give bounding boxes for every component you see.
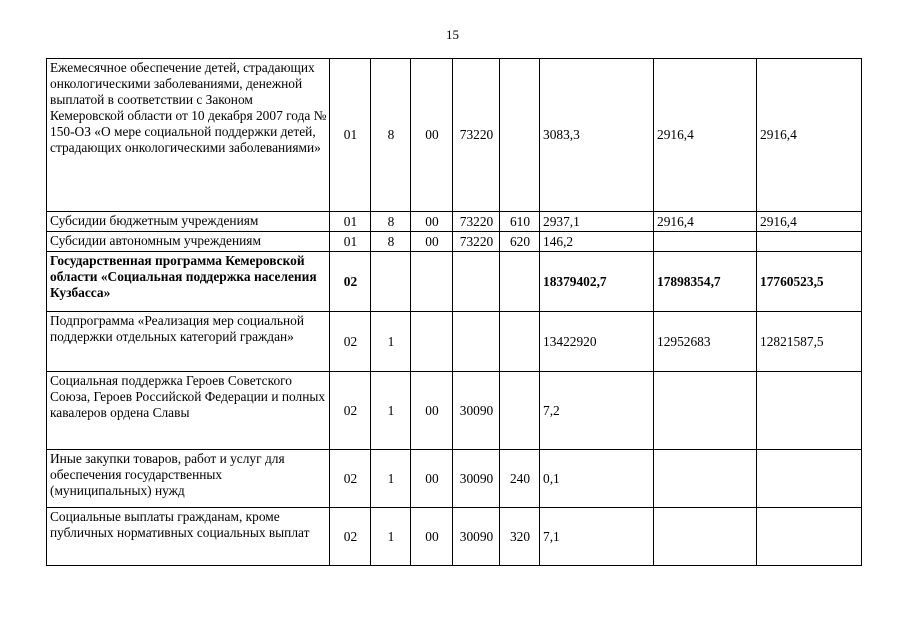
group-code: 00 (411, 372, 453, 450)
group-code: 00 (411, 232, 453, 252)
group-code: 00 (411, 59, 453, 212)
direction-code: 30090 (453, 508, 500, 566)
group-code (411, 252, 453, 312)
group-code: 00 (411, 508, 453, 566)
direction-code (453, 312, 500, 372)
direction-code: 30090 (453, 450, 500, 508)
direction-code: 73220 (453, 232, 500, 252)
group-code (411, 312, 453, 372)
table-row (47, 450, 862, 508)
expense-type: 320 (500, 508, 540, 566)
direction-code: 73220 (453, 212, 500, 232)
expense-type (500, 312, 540, 372)
amount-year-2: 2916,4 (654, 212, 757, 232)
program-code: 02 (330, 372, 371, 450)
amount-year-1: 7,2 (540, 372, 654, 450)
amount-year-3: 12821587,5 (757, 312, 862, 372)
subprogram-code: 8 (371, 232, 411, 252)
amount-year-3: 2916,4 (757, 59, 862, 212)
amount-year-2 (654, 508, 757, 566)
amount-year-3 (757, 372, 862, 450)
direction-code (453, 252, 500, 312)
group-code: 00 (411, 450, 453, 508)
amount-year-1: 3083,3 (540, 59, 654, 212)
expense-type: 610 (500, 212, 540, 232)
row-name: Субсидии бюджетным учреждениям (47, 212, 330, 232)
program-code: 01 (330, 212, 371, 232)
row-name: Социальная поддержка Героев Советского Союза, Героев Российской Федерации и полных кавалеров ордена Славы (47, 372, 330, 450)
program-code: 02 (330, 508, 371, 566)
subprogram-code: 8 (371, 59, 411, 212)
amount-year-2 (654, 372, 757, 450)
budget-table (46, 58, 862, 566)
amount-year-1: 146,2 (540, 232, 654, 252)
row-name: Социальные выплаты гражданам, кроме публичных нормативных социальных выплат (47, 508, 330, 566)
group-code: 00 (411, 212, 453, 232)
amount-year-1: 13422920 (540, 312, 654, 372)
subprogram-code: 1 (371, 372, 411, 450)
amount-year-2 (654, 232, 757, 252)
row-name: Государственная программа Кемеровской области «Социальная поддержка населения Кузбасса» (47, 252, 330, 312)
table-row (47, 312, 862, 372)
subprogram-code: 1 (371, 312, 411, 372)
table-row (47, 372, 862, 450)
amount-year-3 (757, 450, 862, 508)
program-code: 01 (330, 232, 371, 252)
program-code: 02 (330, 312, 371, 372)
row-name: Подпрограмма «Реализация мер социальной поддержки отдельных категорий граждан» (47, 312, 330, 372)
amount-year-2 (654, 450, 757, 508)
program-code: 01 (330, 59, 371, 212)
expense-type: 240 (500, 450, 540, 508)
expense-type (500, 252, 540, 312)
program-code: 02 (330, 252, 371, 312)
table-row (47, 252, 862, 312)
direction-code: 30090 (453, 372, 500, 450)
amount-year-3: 2916,4 (757, 212, 862, 232)
amount-year-3 (757, 508, 862, 566)
amount-year-1: 18379402,7 (540, 252, 654, 312)
amount-year-3: 17760523,5 (757, 252, 862, 312)
direction-code: 73220 (453, 59, 500, 212)
expense-type: 620 (500, 232, 540, 252)
table-row (47, 59, 862, 212)
subprogram-code: 1 (371, 508, 411, 566)
amount-year-2: 17898354,7 (654, 252, 757, 312)
subprogram-code: 1 (371, 450, 411, 508)
subprogram-code (371, 252, 411, 312)
amount-year-1: 2937,1 (540, 212, 654, 232)
table-row (47, 508, 862, 566)
row-name: Иные закупки товаров, работ и услуг для обеспечения государственных (муниципальных) нужд (47, 450, 330, 508)
row-name: Ежемесячное обеспечение детей, страдающих онкологическими заболеваниями, денежной выплатой в соответствии с Законом Кемеровской области от 10 декабря 2007 года № 150-ОЗ «О мере социальной поддержки детей, страдающих онкологическими заболеваниями» (47, 59, 330, 212)
amount-year-3 (757, 232, 862, 252)
program-code: 02 (330, 450, 371, 508)
row-name: Субсидии автономным учреждениям (47, 232, 330, 252)
amount-year-1: 0,1 (540, 450, 654, 508)
table-row (47, 212, 862, 232)
subprogram-code: 8 (371, 212, 411, 232)
amount-year-2: 2916,4 (654, 59, 757, 212)
amount-year-2: 12952683 (654, 312, 757, 372)
page-number: 15 (446, 27, 459, 42)
amount-year-1: 7,1 (540, 508, 654, 566)
expense-type (500, 59, 540, 212)
expense-type (500, 372, 540, 450)
table-row (47, 232, 862, 252)
